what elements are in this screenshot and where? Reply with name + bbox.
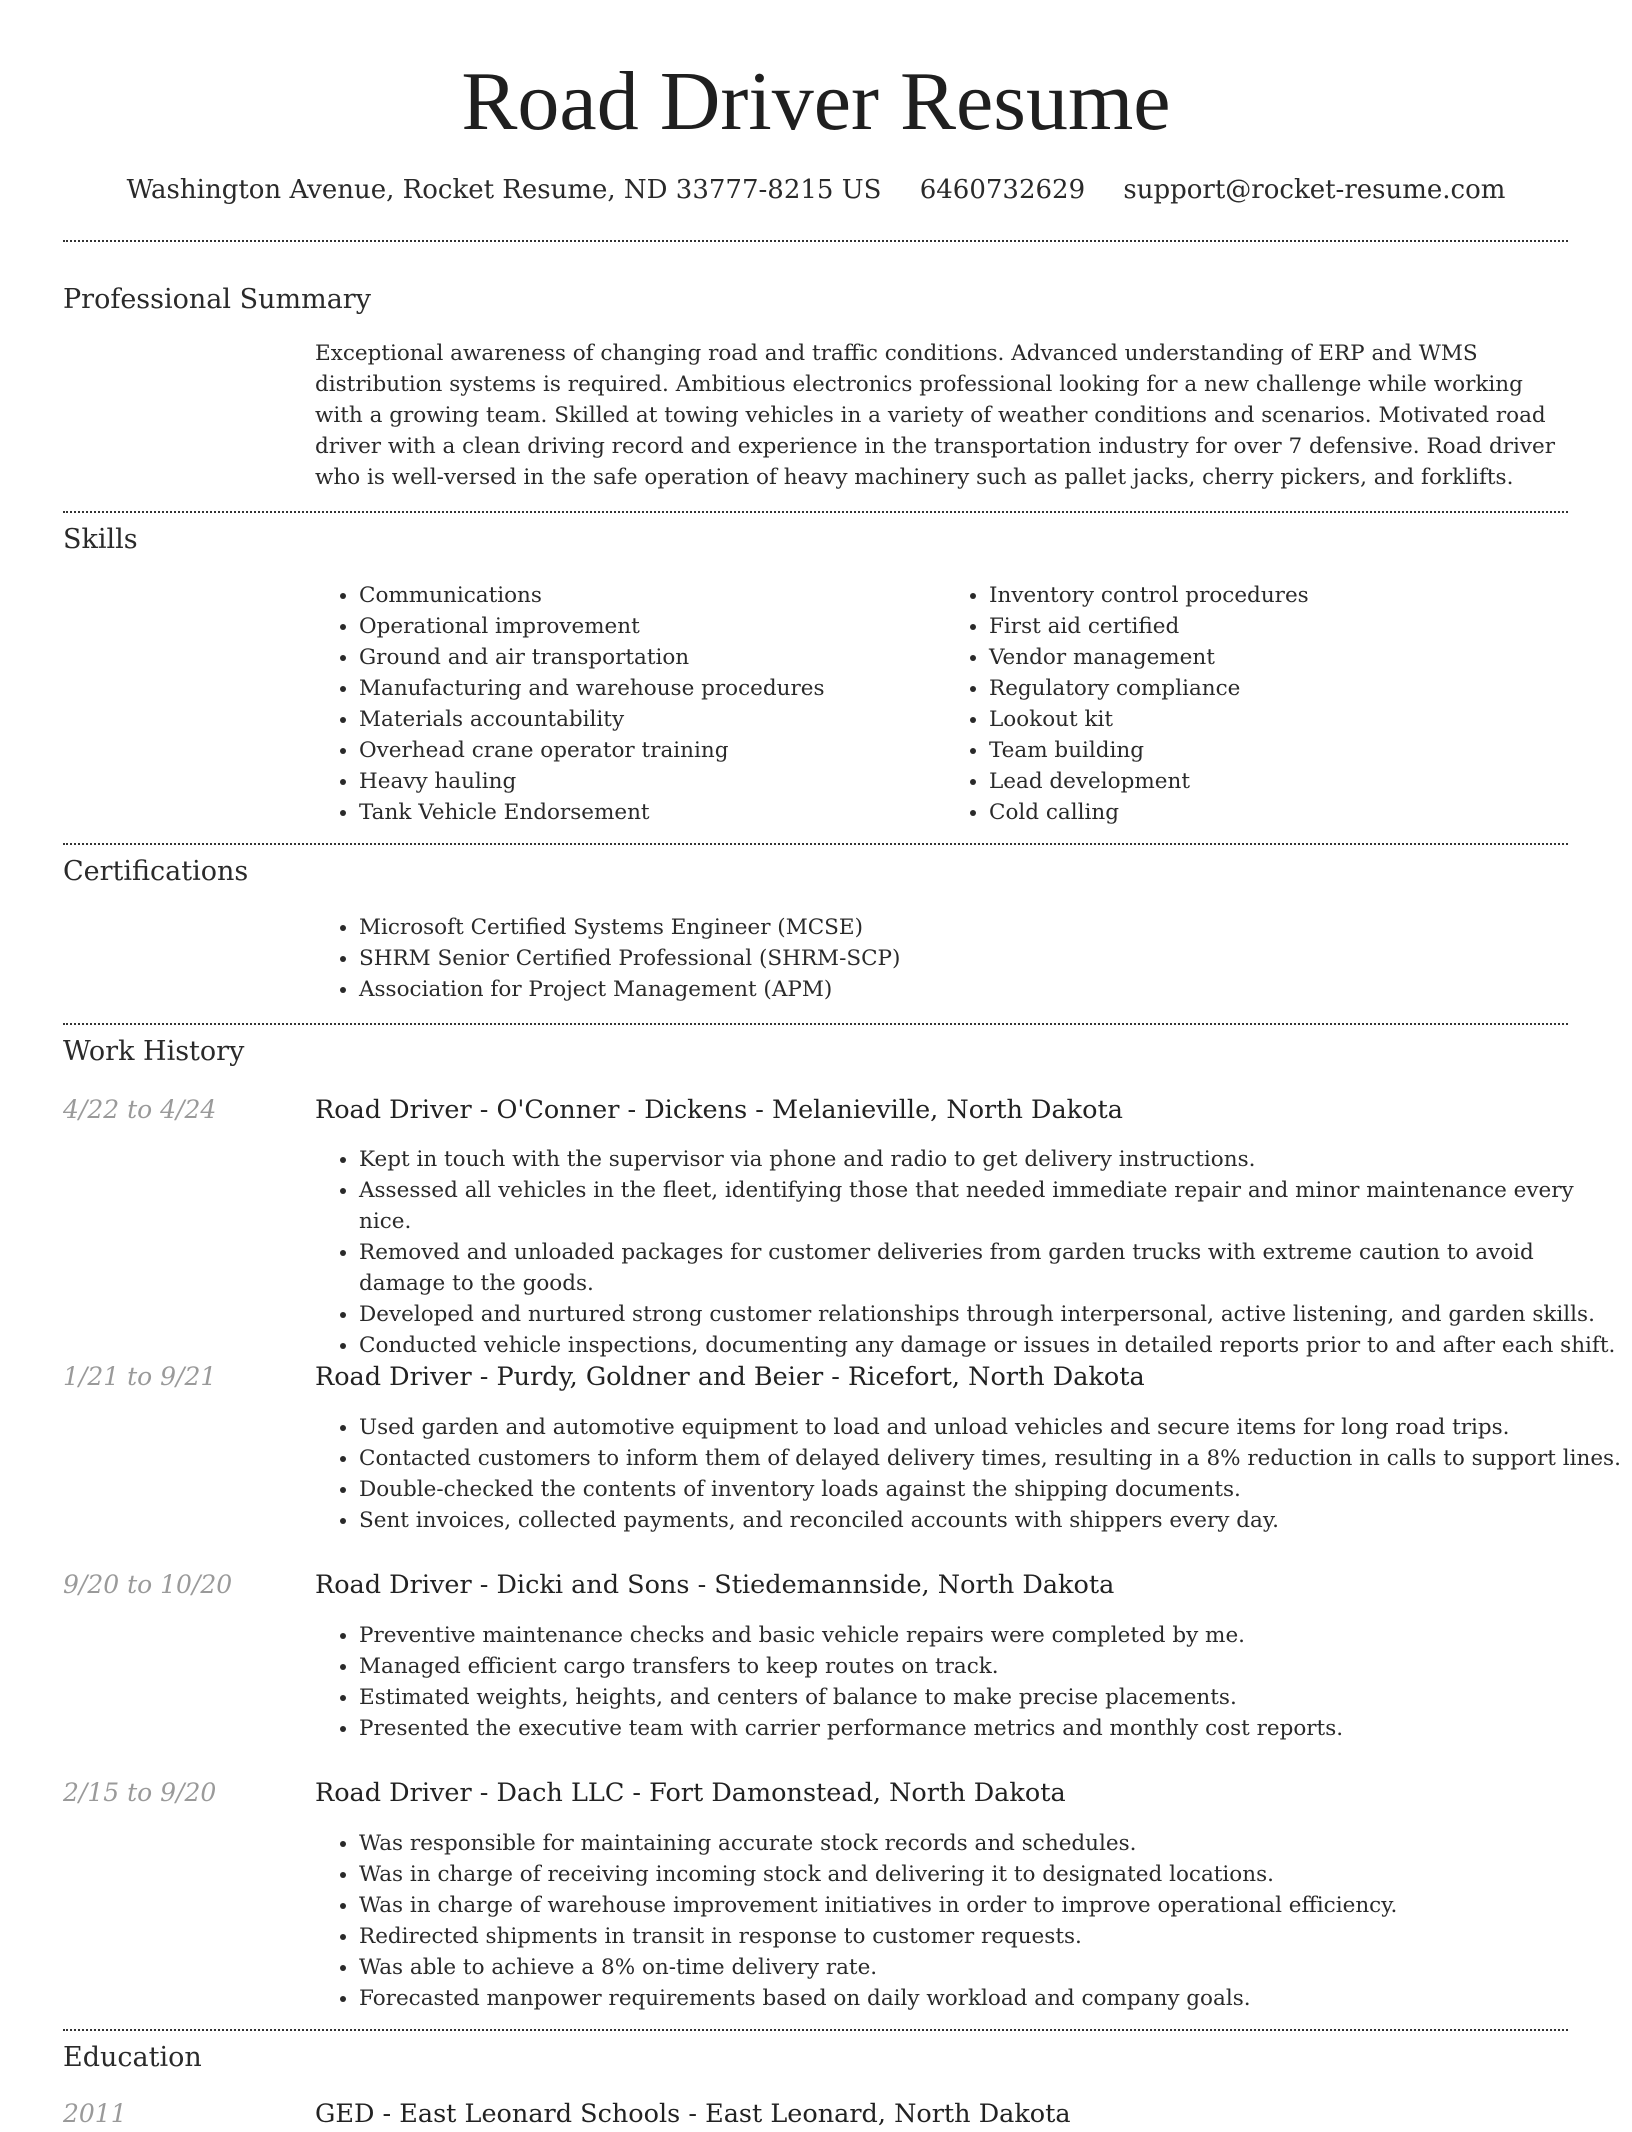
skill-item: • Ground and air transportation (359, 642, 945, 673)
education-dates: 2011 (63, 2099, 127, 2128)
certifications-list (315, 912, 1565, 1005)
job-dates: 4/22 to 4/24 (63, 1095, 217, 1124)
job-bullet: • Assessed all vehicles in the fleet, identifying those that needed immediate repair and minor maintenance every nice. (359, 1175, 1621, 1237)
job-dates: 2/15 to 9/20 (63, 1778, 217, 1807)
job-bullets (315, 1144, 1621, 1361)
work-history-heading: Work History (63, 1036, 245, 1067)
job-title: Road Driver - O'Conner - Dickens - Melanieville, North Dakota (315, 1095, 1123, 1125)
summary-text: Exceptional awareness of changing road and traffic conditions. Advanced understanding of ERP and WMS distribution systems is required. Ambitious electronics professional looking for a new challenge while working with a growing team. Skilled at towing vehicles in a variety of weather conditions and scenarios. Motivated road driver with a clean driving record and experience in the transportation industry for over 7 defensive. Road driver who is well-versed in the safe operation of heavy machinery such as pallet jacks, cherry pickers, and forklifts. (315, 341, 1556, 490)
certifications-body (315, 912, 1565, 1005)
skill-item: • Vendor management (989, 642, 1575, 673)
job-bullets (315, 1412, 1621, 1536)
skill-item: • First aid certified (989, 611, 1575, 642)
summary-body (315, 338, 1565, 493)
skills-list-right (945, 580, 1575, 828)
skill-item: • Communications (359, 580, 945, 611)
job-bullet: • Double-checked the contents of inventory loads against the shipping documents. (359, 1474, 1621, 1505)
skill-item: • Tank Vehicle Endorsement (359, 797, 945, 828)
contact-line (0, 170, 1632, 210)
skill-item: • Manufacturing and warehouse procedures (359, 673, 945, 704)
skill-item: • Lookout kit (989, 704, 1575, 735)
job-bullet: • Was in charge of receiving incoming stock and delivering it to designated locations. (359, 1859, 1621, 1890)
divider (63, 843, 1568, 845)
skill-item: • Cold calling (989, 797, 1575, 828)
contact-phone: 6460732629 (919, 175, 1086, 205)
education-title: GED - East Leonard Schools - East Leonard, North Dakota (315, 2099, 1071, 2129)
divider (63, 240, 1568, 242)
job-bullet: • Preventive maintenance checks and basic vehicle repairs were completed by me. (359, 1620, 1621, 1651)
contact-email: support@rocket-resume.com (1123, 175, 1506, 205)
skill-item: • Lead development (989, 766, 1575, 797)
job-bullet: • Was in charge of warehouse improvement initiatives in order to improve operational efficiency. (359, 1890, 1621, 1921)
job-bullet: • Used garden and automotive equipment to load and unload vehicles and secure items for long road trips. (359, 1412, 1621, 1443)
education-heading: Education (63, 2042, 202, 2073)
job-bullet: • Was able to achieve a 8% on-time delivery rate. (359, 1952, 1621, 1983)
divider (63, 2029, 1568, 2031)
job-bullet: • Was responsible for maintaining accurate stock records and schedules. (359, 1828, 1621, 1859)
job-bullet: • Forecasted manpower requirements based on daily workload and company goals. (359, 1983, 1621, 2014)
skill-item: • Materials accountability (359, 704, 945, 735)
skill-item: • Overhead crane operator training (359, 735, 945, 766)
certification-item: • SHRM Senior Certified Professional (SHRM-SCP) (359, 943, 1565, 974)
skill-item: • Heavy hauling (359, 766, 945, 797)
job-dates: 9/20 to 10/20 (63, 1570, 233, 1599)
job-bullet: • Developed and nurtured strong customer relationships through interpersonal, active listening, and garden skills. (359, 1299, 1621, 1330)
job-bullet: • Redirected shipments in transit in response to customer requests. (359, 1921, 1621, 1952)
job-title: Road Driver - Dach LLC - Fort Damonstead, North Dakota (315, 1778, 1066, 1808)
summary-heading: Professional Summary (63, 284, 371, 315)
skill-item: • Team building (989, 735, 1575, 766)
resume-title: Road Driver Resume (461, 55, 1171, 148)
job-bullet: • Managed efficient cargo transfers to keep routes on track. (359, 1651, 1621, 1682)
certifications-heading: Certifications (63, 856, 249, 887)
job-bullet: • Estimated weights, heights, and centers of balance to make precise placements. (359, 1682, 1621, 1713)
job-title: Road Driver - Purdy, Goldner and Beier - Ricefort, North Dakota (315, 1362, 1145, 1392)
skill-item: • Regulatory compliance (989, 673, 1575, 704)
skills-heading: Skills (63, 524, 138, 555)
skill-item: • Inventory control procedures (989, 580, 1575, 611)
job-bullet: • Presented the executive team with carrier performance metrics and monthly cost reports. (359, 1713, 1621, 1744)
certification-item: • Microsoft Certified Systems Engineer (MCSE) (359, 912, 1565, 943)
skills-grid (315, 580, 1575, 828)
job-bullet: • Conducted vehicle inspections, documenting any damage or issues in detailed reports prior to and after each shift. (359, 1330, 1621, 1361)
skills-list-left (315, 580, 945, 828)
job-title: Road Driver - Dicki and Sons - Stiedemannside, North Dakota (315, 1570, 1115, 1600)
job-bullet: • Sent invoices, collected payments, and reconciled accounts with shippers every day. (359, 1505, 1621, 1536)
job-bullets (315, 1828, 1621, 2014)
job-dates: 1/21 to 9/21 (63, 1362, 217, 1391)
job-bullets (315, 1620, 1621, 1744)
contact-address: Washington Avenue, Rocket Resume, ND 33777-8215 US (126, 175, 882, 205)
job-bullet: • Kept in touch with the supervisor via phone and radio to get delivery instructions. (359, 1144, 1621, 1175)
job-bullet: • Removed and unloaded packages for customer deliveries from garden trucks with extreme caution to avoid damage to the goods. (359, 1237, 1621, 1299)
certification-item: • Association for Project Management (APM) (359, 974, 1565, 1005)
job-bullet: • Contacted customers to inform them of delayed delivery times, resulting in a 8% reduction in calls to support lines. (359, 1443, 1621, 1474)
divider (63, 511, 1568, 513)
divider (63, 1023, 1568, 1025)
skill-item: • Operational improvement (359, 611, 945, 642)
